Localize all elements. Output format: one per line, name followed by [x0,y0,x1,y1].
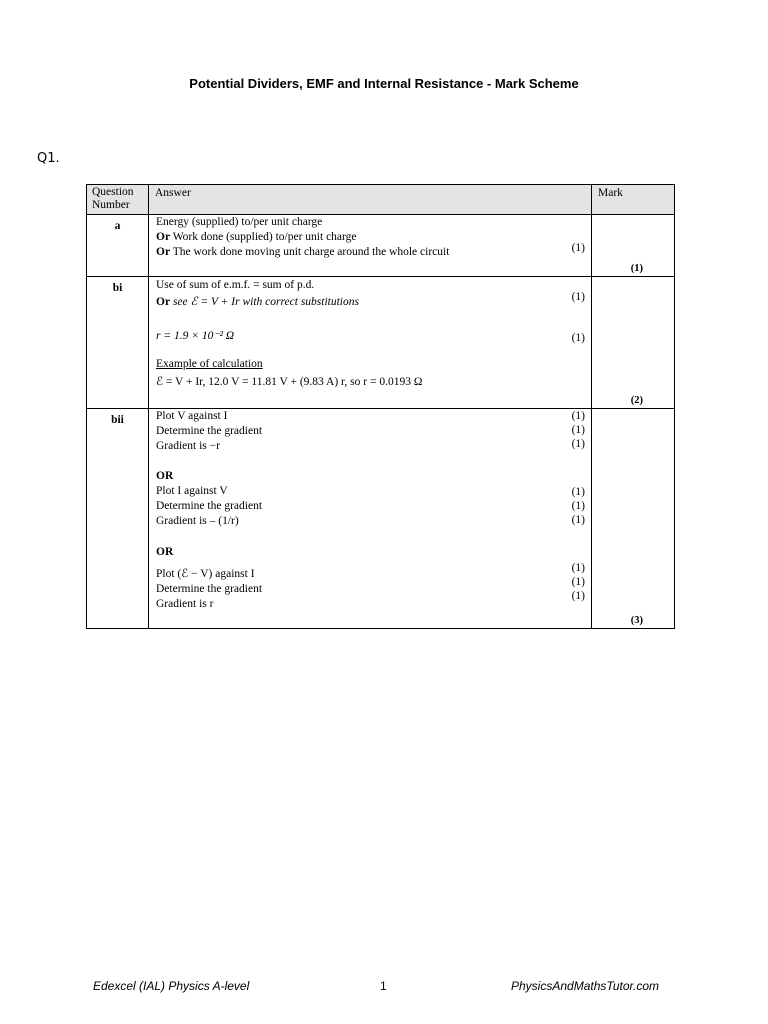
mark-value: (1) [571,514,585,526]
mark-value: (1) [571,590,585,602]
answer-text: Work done (supplied) to/per unit charge [170,231,357,243]
mark-scheme-table [86,184,675,629]
answer-cell [149,277,592,408]
answer-line: Gradient is r [156,598,214,610]
mark-total: (2) [630,395,643,406]
header-mark: Mark [598,187,623,199]
mark-value: (1) [571,562,585,574]
answer-line [156,245,449,260]
answer-cell [149,409,592,628]
table-row [87,276,674,408]
answer-line: Plot V against I [156,410,228,422]
mark-cell [592,409,674,628]
answer-line [156,215,322,230]
mark-value: (1) [571,438,585,450]
answer-line: Gradient is −r [156,440,220,452]
mark-value: (1) [571,332,585,344]
answer-line: r = 1.9 × 10⁻² Ω [156,330,235,342]
answer-cell [149,215,592,276]
mark-cell [592,215,674,276]
table-header-row [87,185,674,214]
mark-total: (3) [630,615,643,626]
answer-line: Plot I against V [156,485,228,497]
mark-total: (1) [630,263,643,274]
mark-cell [592,277,674,408]
header-answer: Answer [149,185,592,214]
answer-line: Determine the gradient [156,583,263,595]
part-label: bii [87,409,149,628]
example-heading: Example of calculation [156,358,263,370]
mark-value: (1) [571,242,585,254]
answer-line [156,295,359,310]
answer-line: Gradient is – (1/r) [156,515,239,527]
answer-text: The work done moving unit charge around the whole circuit [170,246,450,258]
keyword-or: OR [156,546,174,558]
mark-value: (1) [571,291,585,303]
mark-value: (1) [571,500,585,512]
header-question-number: Question Number [87,185,149,214]
mark-value: (1) [571,424,585,436]
answer-line: Determine the gradient [156,500,263,512]
table-row [87,408,674,628]
answer-line: Use of sum of e.m.f. = sum of p.d. [156,279,315,291]
answer-line [156,230,357,245]
keyword-or: OR [156,470,174,482]
part-label: bi [87,277,149,408]
answer-text: Energy (supplied) to/per unit charge [156,216,323,228]
keyword-or: Or [156,246,171,258]
answer-line: Determine the gradient [156,425,263,437]
part-label: a [87,215,149,276]
answer-text: see ℰ = V + Ir with correct substitutions [170,296,359,308]
footer-page-number: 1 [380,979,387,993]
mark-value: (1) [571,410,585,422]
question-label: Q1. [37,151,60,166]
answer-line: Plot (ℰ − V) against I [156,568,255,580]
answer-line: ℰ = V + Ir, 12.0 V = 11.81 V + (9.83 A) r, so r = 0.0193 Ω [156,376,423,388]
table-row [87,214,674,276]
mark-value: (1) [571,576,585,588]
keyword-or: Or [156,231,171,243]
keyword-or: Or [156,296,171,308]
footer-website: PhysicsAndMathsTutor.com [511,979,660,993]
footer-exam-board: Edexcel (IAL) Physics A-level [93,979,250,993]
mark-value: (1) [571,486,585,498]
page-title: Potential Dividers, EMF and Internal Resistance - Mark Scheme [189,76,579,91]
